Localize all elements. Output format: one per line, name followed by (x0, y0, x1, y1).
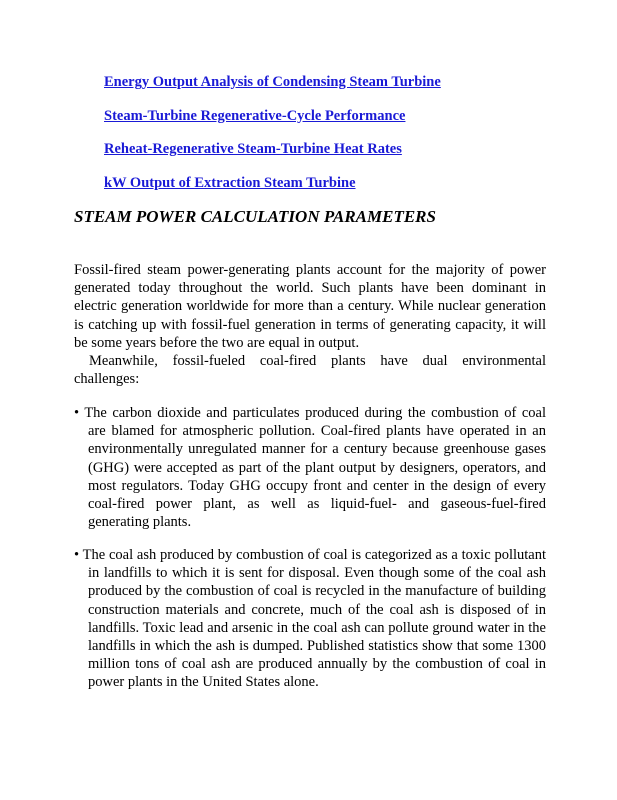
intro-text (74, 261, 546, 388)
bullet-item-coal-ash: • The coal ash produced by combustion of coal is categorized as a toxic pollutant in landfills to which it is sent for disposal. Even though some of the coal ash produced by the combustion of coal is recycled in the manufacture of building construction materials and concrete, much of the coal ash is disposed of in landfills. Toxic lead and arsenic in the coal ash can pollute ground water in the landfills in which the ash is dumped. Published statistics show that some 1300 million tons of coal ash are produced annually by the combustion of coal in power plants in the United States alone. (74, 547, 546, 691)
related-links-list (104, 72, 441, 206)
intro-paragraph: Fossil-fired steam power-generating plants account for the majority of power generated today throughout the world. Such plants have been dominant in electric generation worldwide for more than a century. While nuclear generation is catching up with fossil-fuel generation in terms of generating capacity, it will be some years before the two are equal in output. (74, 262, 546, 351)
link-regenerative-cycle[interactable]: Steam-Turbine Regenerative-Cycle Performance (104, 107, 406, 124)
link-condensing-steam-turbine[interactable]: Energy Output Analysis of Condensing Steam Turbine (104, 74, 441, 90)
related-link-item (104, 106, 441, 140)
bullet-item-carbon-dioxide: • The carbon dioxide and particulates produced during the combustion of coal are blamed for atmospheric pollution. Coal-fired plants have operated in an environmentally unregulated manner for a century because greenhouse gases (GHG) were accepted as part of the plant output by designers, operators, and most regulators. Today GHG occupy front and center in the design of every coal-fired power plant, as well as liquid-fuel- and gaseous-fuel-fired generating plants. (74, 405, 546, 531)
link-extraction-steam-turbine[interactable]: kW Output of Extraction Steam Turbine (104, 174, 356, 191)
section-heading: STEAM POWER CALCULATION PARAMETERS (74, 207, 436, 226)
link-reheat-regenerative[interactable]: Reheat-Regenerative Steam-Turbine Heat Rates (104, 141, 402, 157)
intro-paragraph: Meanwhile, fossil-fueled coal-fired plants have dual environmental challenges: (74, 353, 546, 388)
related-link-item (104, 72, 441, 106)
related-link-item (104, 139, 441, 173)
related-link-item (104, 173, 441, 207)
